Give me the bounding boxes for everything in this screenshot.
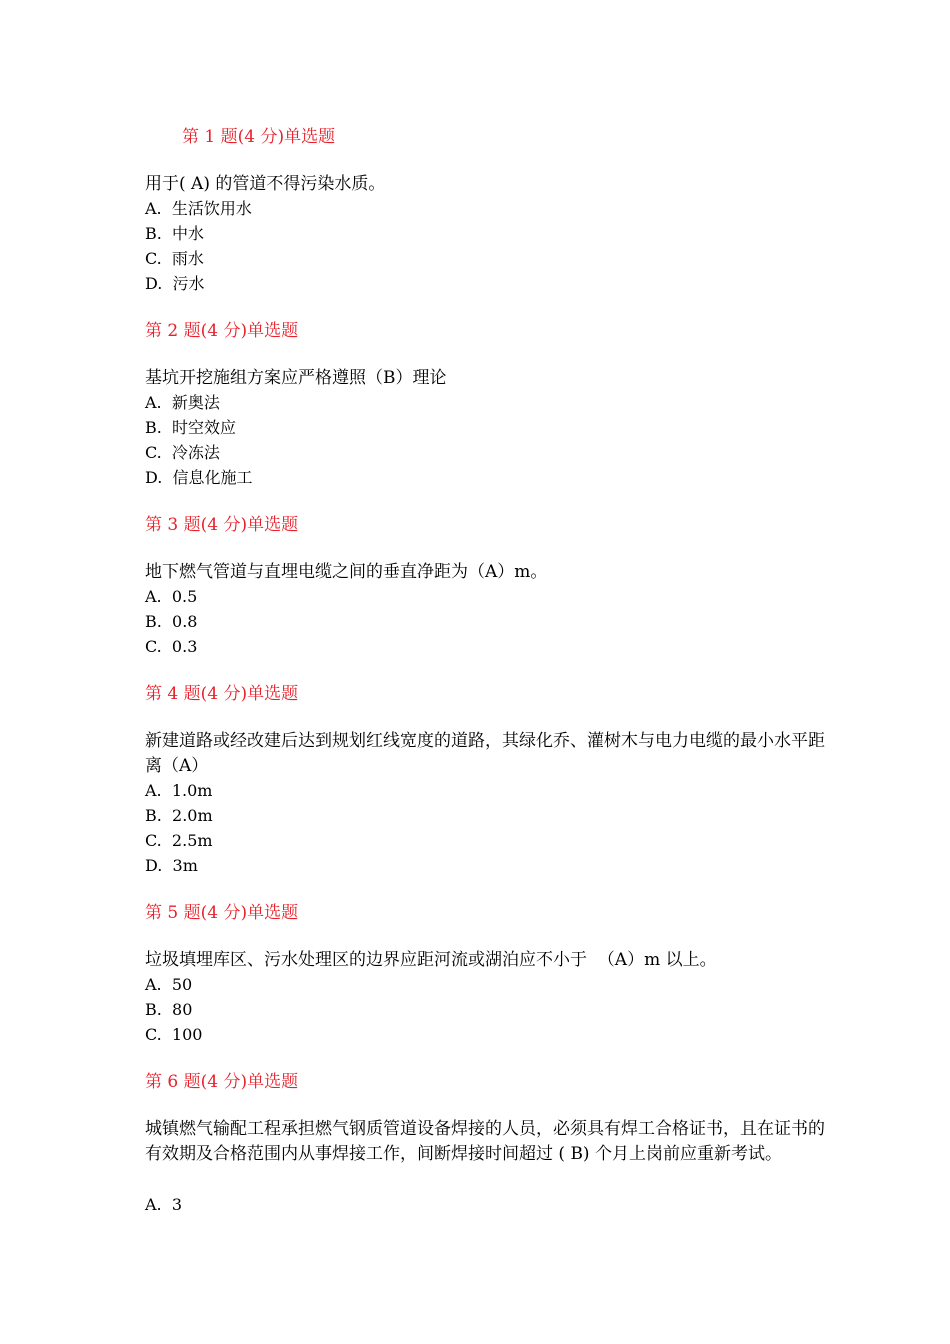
question-3-stem: 地下燃气管道与直埋电缆之间的垂直净距为（A）m。 — [145, 562, 548, 582]
question-4-header: 第 4 题(4 分)单选题 — [145, 684, 299, 704]
question-1-header: 第 1 题(4 分)单选题 — [182, 127, 336, 147]
question-2-header: 第 2 题(4 分)单选题 — [145, 321, 299, 341]
question-2-option-c: C. 冷冻法 — [145, 443, 220, 462]
question-6-stem: 城镇燃气输配工程承担燃气钢质管道设备焊接的人员，必须具有焊工合格证书，且在证书的有效期及合格范围内从事焊接工作，间断焊接时间超过 ( B) 个月上岗前应重新考试。 — [145, 1119, 825, 1164]
question-5-option-a: A. 50 — [145, 975, 193, 994]
question-3-option-c: C. 0.3 — [145, 637, 198, 656]
question-4-option-d: D. 3m — [145, 856, 198, 875]
question-5-option-b: B. 80 — [145, 1000, 193, 1019]
question-1-stem: 用于( A) 的管道不得污染水质。 — [145, 174, 386, 194]
question-2-option-d: D. 信息化施工 — [145, 468, 253, 487]
question-2-option-a: A. 新奥法 — [145, 393, 220, 412]
question-1-option-c: C. 雨水 — [145, 249, 204, 268]
question-4-stem: 新建道路或经改建后达到规划红线宽度的道路，其绿化乔、灌树木与电力电缆的最小水平距离（A） — [145, 731, 825, 776]
question-1-option-d: D. 污水 — [145, 274, 205, 293]
question-4-option-b: B. 2.0m — [145, 806, 213, 825]
question-2-option-b: B. 时空效应 — [145, 418, 237, 437]
question-4-option-a: A. 1.0m — [145, 781, 213, 800]
question-5-option-c: C. 100 — [145, 1025, 203, 1044]
question-3-option-a: A. 0.5 — [145, 587, 198, 606]
question-1-option-a: A. 生活饮用水 — [145, 199, 252, 218]
question-3-header: 第 3 题(4 分)单选题 — [145, 515, 299, 535]
question-2-stem: 基坑开挖施组方案应严格遵照（B）理论 — [145, 368, 447, 388]
question-6-header: 第 6 题(4 分)单选题 — [145, 1072, 299, 1092]
question-4-option-c: C. 2.5m — [145, 831, 213, 850]
question-5-header: 第 5 题(4 分)单选题 — [145, 903, 299, 923]
question-1-option-b: B. 中水 — [145, 224, 205, 243]
question-3-option-b: B. 0.8 — [145, 612, 198, 631]
question-5-stem: 垃圾填埋库区、污水处理区的边界应距河流或湖泊应不小于 （A）m 以上。 — [145, 950, 717, 970]
question-6-option-a: A. 3 — [145, 1195, 182, 1214]
